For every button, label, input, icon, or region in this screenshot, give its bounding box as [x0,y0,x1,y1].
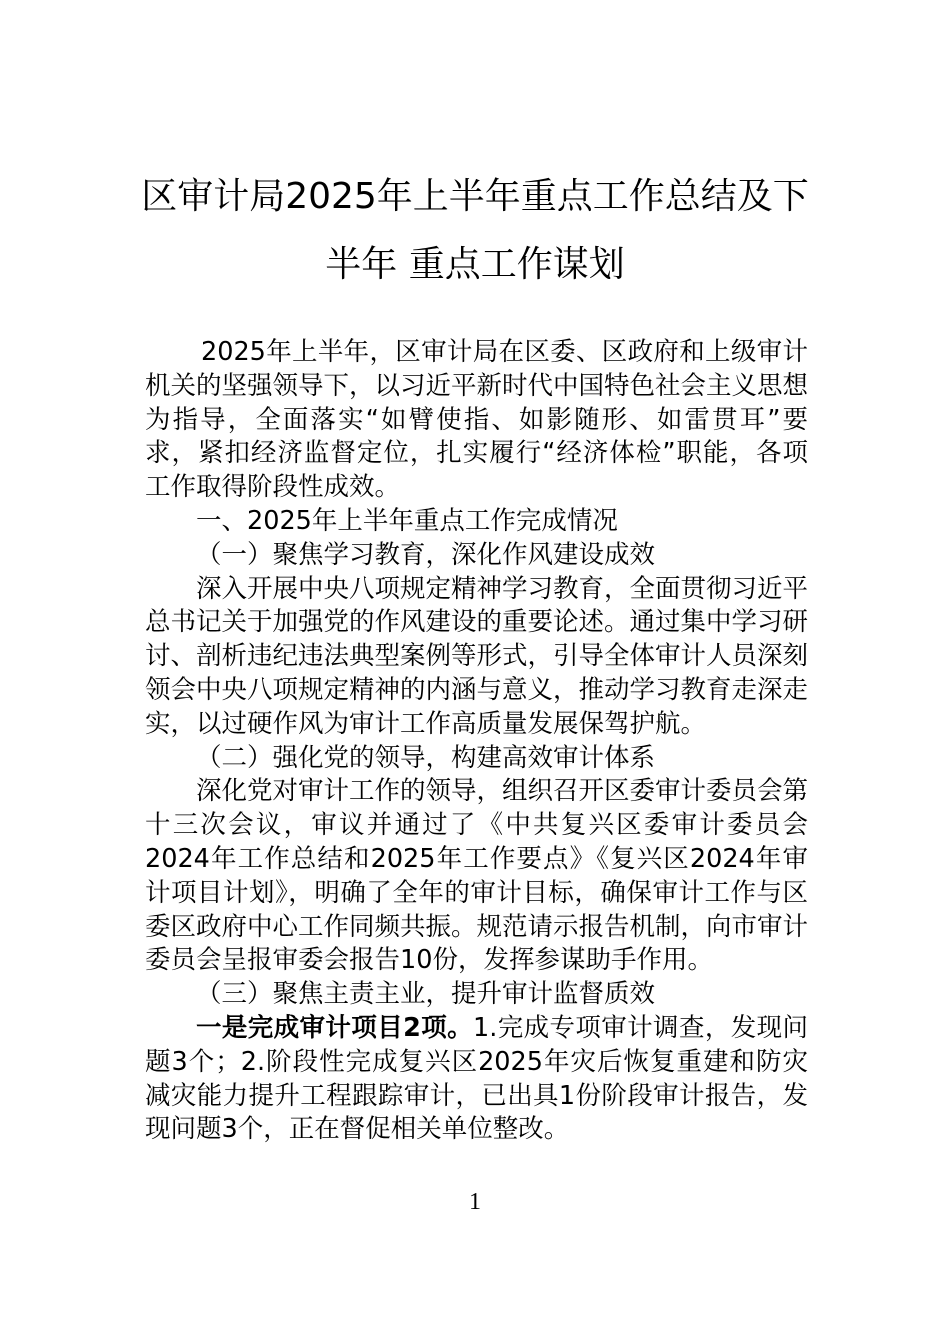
document-title-line-1: 区审计局2025年上半年重点工作总结及下 [141,176,809,217]
subsection-1-paragraph: 深入开展中央八项规定精神学习教育，全面贯彻习近平总书记关于加强党的作风建设的重要论述。通过集中学习研讨、剖析违纪违法典型案例等形式，引导全体审计人员深刻领会中央八项规定精神的内涵与意义，推动学习教育走深走实，以过硬作风为审计工作高质量发展保驾护航。 [145,573,809,739]
document-title-line-2: 半年 重点工作谋划 [325,244,625,285]
subsection-heading-1: （一）聚焦学习教育，深化作风建设成效 [196,539,656,570]
subsection-heading-2: （二）强化党的领导，构建高效审计体系 [196,742,656,773]
item-1-lead-text: 一是完成审计项目2项。 [196,1012,474,1043]
page-number: 1 [469,1189,481,1215]
document-body [145,336,808,1147]
subsection-heading-3: （三）聚焦主责主业，提升审计监督质效 [196,979,656,1010]
section-heading-1: 一、2025年上半年重点工作完成情况 [196,505,618,536]
item-1-body-text: 1.完成专项审计调查，发现问题3个；2.阶段性完成复兴区2025年灾后恢复重建和防灾减灾能力提升工程跟踪审计，已出具1份阶段审计报告，发现问题3个，正在督促相关单位整改。 [145,1012,808,1145]
subsection-3-item-1-paragraph [145,1012,808,1147]
subsection-2-paragraph: 深化党对审计工作的领导，组织召开区委审计委员会第十三次会议，审议并通过了《中共复兴区委审计委员会2024年工作总结和2025年工作要点》《复兴区2024年审计项目计划》，明确了全年的审计目标，确保审计工作与区委区政府中心工作同频共振。规范请示报告机制，向市审计委员会呈报审委会报告10份，发挥参谋助手作用。 [145,776,809,976]
intro-paragraph: 2025年上半年，区审计局在区委、区政府和上级审计机关的坚强领导下，以习近平新时代中国特色社会主义思想为指导，全面落实“如臂使指、如影随形、如雷贯耳”要求，紧扣经济监督定位，扎实履行“经济体检”职能，各项工作取得阶段性成效。 [145,337,809,503]
